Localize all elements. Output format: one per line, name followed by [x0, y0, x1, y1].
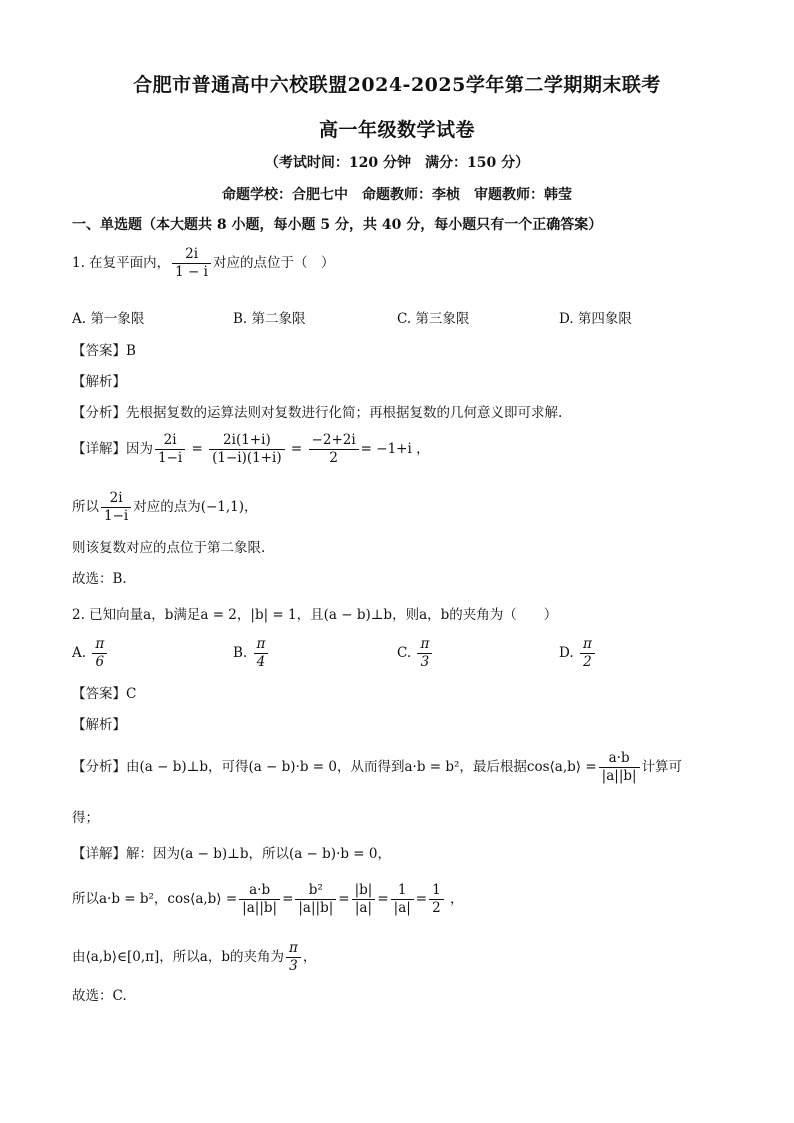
q2-l2-frac4 [391, 882, 414, 917]
q1-d-frac2 [209, 432, 285, 467]
q1-option-a: A. 第一象限 [72, 311, 145, 327]
frac-num: π [254, 636, 269, 654]
q2-option-d [559, 636, 597, 671]
q1-suffix: 对应的点位于（ ） [212, 255, 335, 271]
option-label: B. [233, 645, 248, 661]
page-subtitle: 高一年级数学试卷 [318, 119, 475, 141]
q1-line2 [72, 490, 258, 525]
q1-line4: 故选：B. [72, 571, 127, 587]
frac-den: |a||b| [601, 768, 637, 784]
q2-line4: 故选：C. [72, 988, 127, 1004]
q1-d-frac3 [309, 432, 359, 467]
detail-tag: 【详解】 [72, 846, 126, 862]
q1-line3: 则该复数对应的点位于第二象限. [72, 540, 266, 556]
q2-fenxi-a: 由(a − b)⊥b，可得(a − b)·b = 0，从而得到a·b = b²，最后根据 [126, 759, 527, 775]
q2-answer-line [72, 682, 136, 702]
q1-fenxi-line [72, 401, 562, 421]
option-frac [580, 636, 595, 671]
q1-option-d: D. 第四象限 [559, 311, 632, 327]
exam-info: （考试时间：120 分钟 满分：150 分） [264, 155, 530, 171]
option-label: C. [397, 645, 412, 661]
fenxi-tag: 【分析】 [72, 759, 126, 775]
frac-num: −2+2i [309, 432, 359, 450]
frac-den: 1−i [158, 450, 183, 466]
q1-line2-prefix: 所以 [72, 499, 99, 515]
q1-prefix: 1. 在复平面内， [72, 255, 171, 271]
q1-analysis-tag: 【解析】 [72, 374, 126, 390]
q2-l2-frac3 [352, 882, 376, 917]
q1-line2-frac [101, 490, 131, 525]
q2-line3-a: 由⟨a,b⟩∈[0,π]，所以a，b的夹角为 [72, 949, 284, 965]
frac-den: (1−i)(1+i) [212, 450, 282, 466]
q2-l2-frac2 [295, 882, 336, 917]
frac-num: 1 [429, 882, 444, 900]
q2-line3: 由⟨a,b⟩∈[0,π]，所以a，b的夹角为 $\frac{\pi}{3}$ ， [72, 940, 317, 974]
question-2-stem: 2. 已知向量a，b满足a = 2，|b| = 1，且(a − b)⊥b，则a，b的夹角为（ ） [72, 607, 558, 623]
detail-tag: 【详解】 [72, 441, 126, 457]
q1-detail-prefix: 因为 [126, 441, 153, 457]
q2-answer: C [126, 686, 137, 702]
q2-fenxi-c: 得； [72, 810, 99, 826]
q2-fenxi-b: 计算可 [641, 759, 683, 775]
q2-detail-line [72, 842, 391, 862]
author-info: 命题学校：合肥七中 命题教师：李桢 审题教师：韩莹 [222, 187, 572, 203]
option-label: D. [559, 645, 574, 661]
q2-analysis-tag: 【解析】 [72, 717, 126, 733]
frac-num: 2i [155, 432, 185, 450]
section-heading: 一、单选题（本大题共 8 小题，每小题 5 分，共 40 分，每小题只有一个正确答案） [72, 217, 603, 233]
frac-num: b² [295, 882, 336, 900]
frac-num: |b| [352, 882, 376, 900]
fenxi-tag: 【分析】 [72, 405, 126, 421]
frac-num: 2i(1+i) [209, 432, 285, 450]
option-frac [92, 636, 107, 671]
answer-tag: 【答案】 [72, 343, 126, 359]
answer-tag: 【答案】 [72, 686, 126, 702]
frac-den: |a| [354, 900, 373, 916]
q1-line2-suffix: 对应的点为(−1,1)， [133, 499, 258, 515]
frac-den: 2 [432, 900, 441, 916]
q1-d-frac1 [155, 432, 185, 467]
frac-num: π [417, 636, 432, 654]
frac-den: 2 [583, 654, 592, 670]
q2-fenxi-cos: cos⟨a,b⟩ = [526, 759, 597, 775]
frac-num: 1 [391, 882, 414, 900]
frac-num: π [580, 636, 595, 654]
q2-l2-frac5 [429, 882, 444, 917]
q2-fenxi-frac [599, 750, 640, 785]
frac-den: |a||b| [242, 900, 278, 916]
q1-fraction [172, 246, 211, 281]
option-label: A. [72, 645, 87, 661]
q1-frac-den: 1 − i [175, 264, 208, 280]
q2-fenxi-line [72, 750, 682, 785]
q2-l2-frac1 [239, 882, 280, 917]
frac-num: a·b [239, 882, 280, 900]
q1-option-b: B. 第二象限 [233, 311, 306, 327]
frac-den: 2 [329, 450, 338, 466]
frac-num: π [92, 636, 107, 654]
q1-option-c: C. 第三象限 [397, 311, 470, 327]
q2-detail: 解：因为(a − b)⊥b，所以(a − b)·b = 0， [126, 846, 391, 862]
q2-l3-frac [286, 940, 301, 975]
frac-den: 6 [95, 654, 105, 670]
frac-num: π [286, 940, 301, 958]
frac-den: |a||b| [298, 900, 334, 916]
q1-frac-num: 2i [172, 246, 211, 264]
q2-option-b [233, 636, 270, 671]
question-1-stem [72, 246, 334, 281]
frac-num: 2i [101, 490, 131, 508]
q1-answer: B [126, 343, 136, 359]
option-frac [254, 636, 269, 671]
frac-den: 1−i [104, 508, 129, 524]
q1-detail-line: 【详解】因为 $\frac{2i}{1-i}$ = $\frac{2i(1+i)}{(1-i)(1+i)}$ = $\frac{-2+2i}{2}$ = −1+i ， [72, 432, 430, 466]
q2-line2: 所以a·b = b²，cos⟨a,b⟩ = $\frac{a\cdot b}{|a||b|}$ = $\frac{\text{b²}}{|a||b|}$ = $\frac{|b|}{|a|}$ = $\frac{1}{|a|}$ = $\frac{1}{2}$ ， [72, 882, 464, 916]
option-frac [417, 636, 432, 671]
frac-den: 3 [289, 958, 298, 974]
page-title: 合肥市普通高中六校联盟2024-2025学年第二学期期末联考 [133, 74, 661, 96]
q1-answer-line [72, 339, 136, 359]
q2-option-a [72, 636, 109, 671]
frac-den: 4 [256, 654, 266, 670]
frac-den: |a| [393, 900, 411, 916]
frac-den: 3 [420, 654, 430, 670]
q2-line2-a: 所以a·b = b²，cos⟨a,b⟩ = [72, 891, 238, 907]
q2-option-c [397, 636, 434, 671]
q1-fenxi: 先根据复数的运算法则对复数进行化简；再根据复数的几何意义即可求解. [126, 405, 563, 421]
frac-num: a·b [599, 750, 640, 768]
q1-d-result: = −1+i ， [360, 441, 430, 457]
